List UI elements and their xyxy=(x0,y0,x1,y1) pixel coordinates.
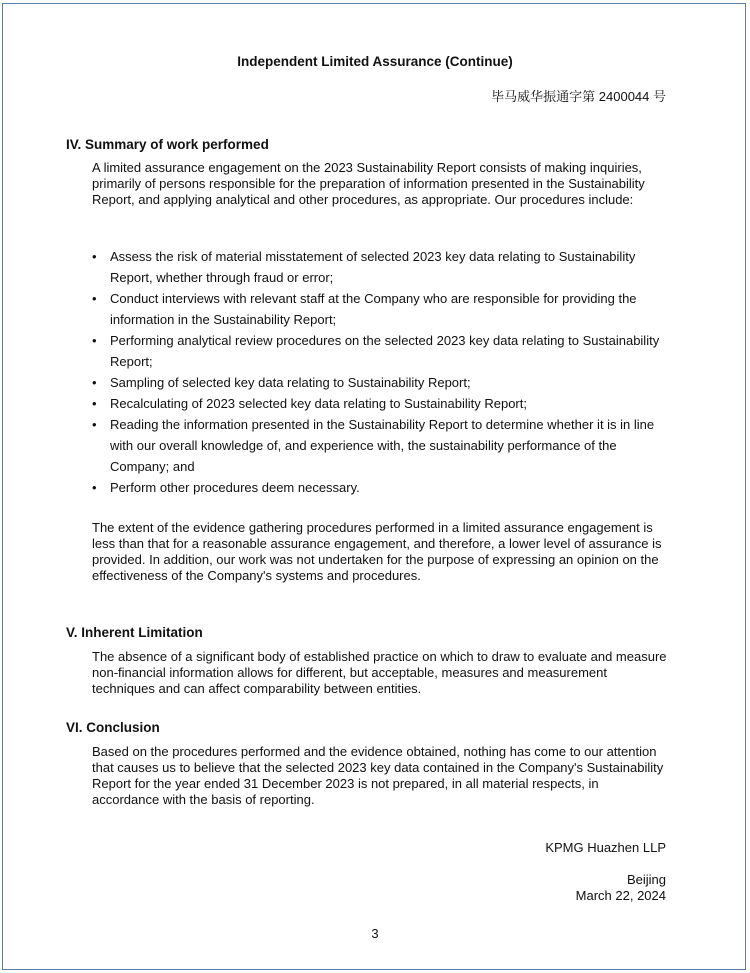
signoff-date: March 22, 2024 xyxy=(575,888,666,903)
bullet-icon: • xyxy=(92,333,97,348)
list-item xyxy=(92,246,672,288)
bullet-icon: • xyxy=(92,375,97,390)
section-vi-body: Based on the procedures performed and the evidence obtained, nothing has come to our attention that causes us to believe that the selected 2023 key data contained in the Company's Sustainability Report for the year ended 31 December 2023 is not prepared, in all material respects, in accordance with the basis of reporting. xyxy=(92,744,664,807)
list-item-text: Performing analytical review procedures on the selected 2023 key data relating to Sustainability Report; xyxy=(110,333,660,369)
section-iv-intro: A limited assurance engagement on the 2023 Sustainability Report consists of making inquiries, primarily of persons responsible for the preparation of information presented in the Sustainability Report, and applying analytical and other procedures, as appropriate. Our procedures include: xyxy=(92,160,645,207)
section-vi-heading: VI. Conclusion xyxy=(66,720,160,735)
firm-name: KPMG Huazhen LLP xyxy=(545,840,666,855)
list-item xyxy=(92,372,672,393)
list-item-text: Reading the information presented in the Sustainability Report to determine whether it is in line with our overall knowledge of, and experience with, the sustainability performance of the Company; and xyxy=(110,417,655,474)
signoff-city: Beijing xyxy=(626,872,666,887)
list-item-text: Perform other procedures deem necessary. xyxy=(110,480,360,495)
list-item-text: Sampling of selected key data relating to Sustainability Report; xyxy=(110,375,471,390)
bullet-icon: • xyxy=(92,417,97,432)
section-v-heading: V. Inherent Limitation xyxy=(66,625,203,640)
list-item xyxy=(92,288,672,330)
list-item xyxy=(92,414,672,477)
reference-number: 毕马威华振通字第 2400044 号 xyxy=(491,89,666,104)
procedures-list xyxy=(92,246,672,498)
page-number: 3 xyxy=(371,926,379,941)
list-item-text: Conduct interviews with relevant staff at the Company who are responsible for providing the information in the Sustainability Report; xyxy=(110,291,637,327)
list-item xyxy=(92,330,672,372)
list-item xyxy=(92,393,672,414)
section-v-body: The absence of a significant body of established practice on which to draw to evaluate and measure non-financial information allows for different, but acceptable, measures and measurement techniques and can affect comparability between entities. xyxy=(92,649,667,696)
document-title: Independent Limited Assurance (Continue) xyxy=(237,54,513,69)
list-item-text: Recalculating of 2023 selected key data relating to Sustainability Report; xyxy=(110,396,527,411)
section-iv-extent: The extent of the evidence gathering procedures performed in a limited assurance engagement is less than that for a reasonable assurance engagement, and therefore, a lower level of assurance is provided. In addition, our work was not undertaken for the purpose of expressing an opinion on the effectiveness of the Company's systems and procedures. xyxy=(92,520,662,583)
bullet-icon: • xyxy=(92,480,97,495)
list-item xyxy=(92,477,672,498)
section-iv-heading: IV. Summary of work performed xyxy=(66,137,269,152)
list-item-text: Assess the risk of material misstatement of selected 2023 key data relating to Sustainability Report, whether through fraud or error; xyxy=(110,249,636,285)
bullet-icon: • xyxy=(92,291,97,306)
bullet-icon: • xyxy=(92,249,97,264)
bullet-icon: • xyxy=(92,396,97,411)
